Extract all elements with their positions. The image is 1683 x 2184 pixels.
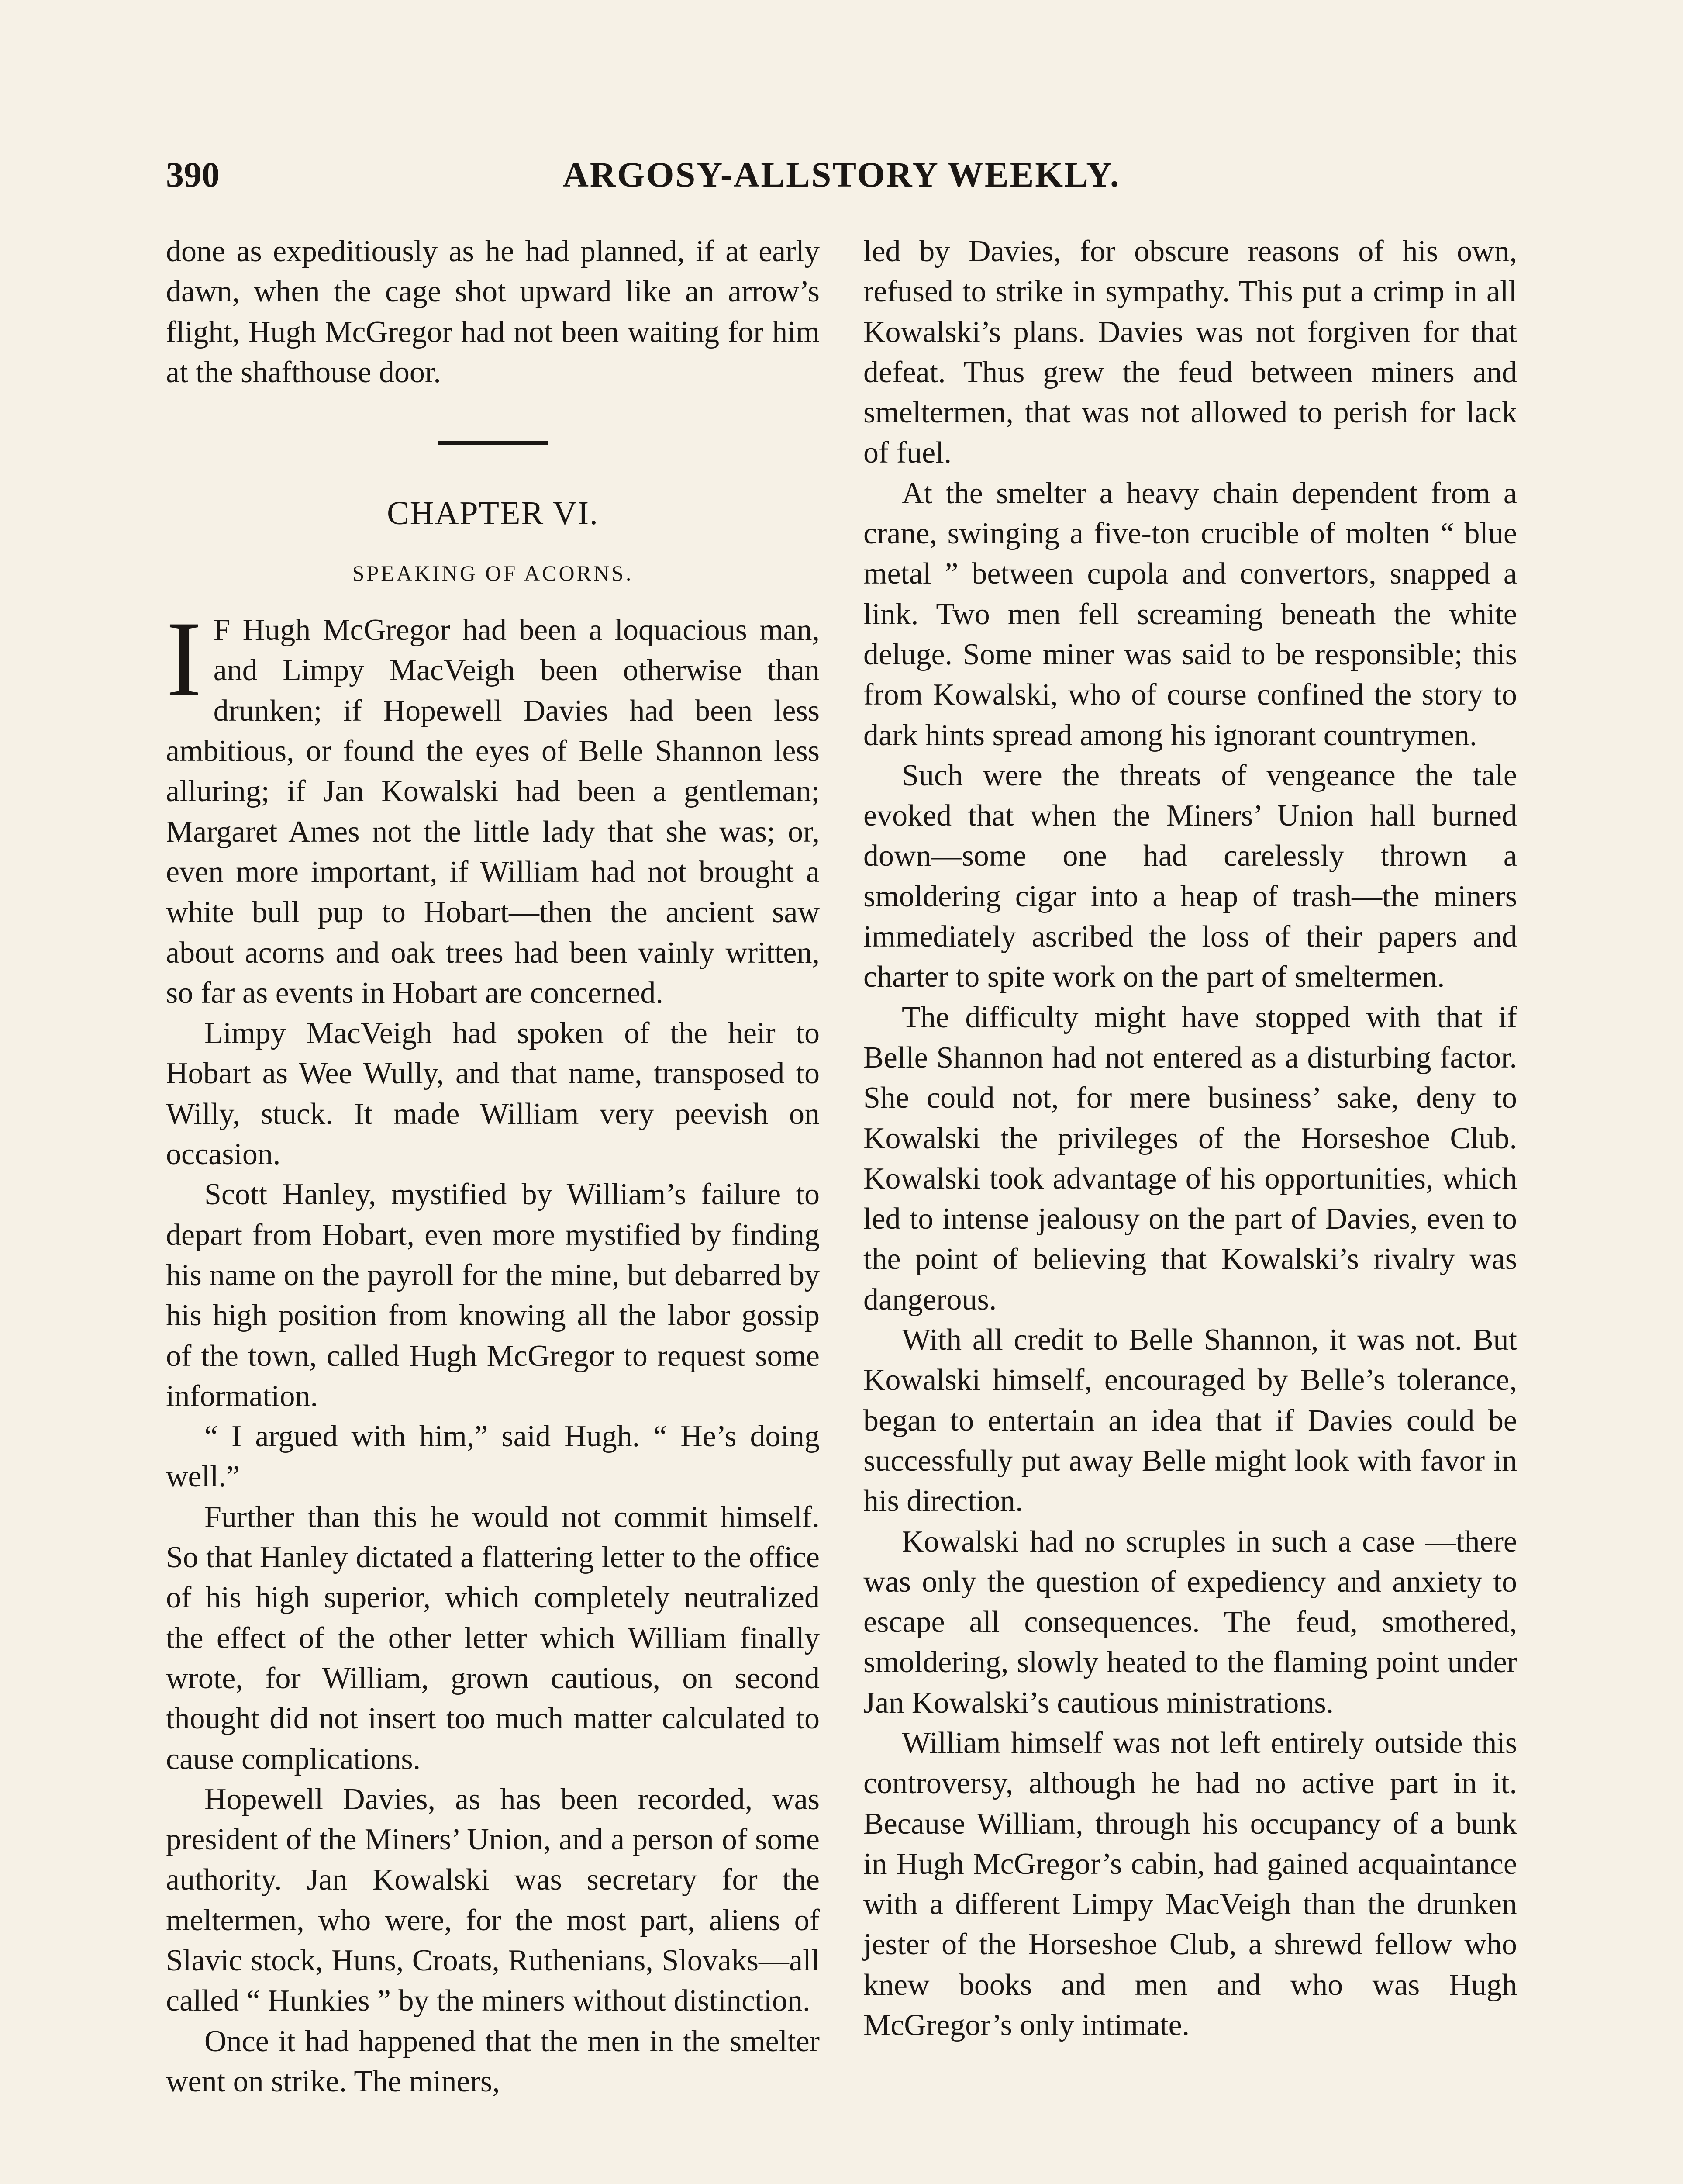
running-head: ARGOSY-ALLSTORY WEEKLY. (562, 155, 1121, 194)
chapter-opening-paragraph (166, 599, 820, 1013)
page-header (166, 151, 1517, 199)
paragraph: Scott Hanley, mystified by William’s failure to depart from Hobart, even more mystified by finding his name on the payroll for the mine, but debarred by his high position from knowing all the labor gossip of the town, called Hugh McGregor to request some information. (166, 1178, 820, 1413)
paragraph: Once it had happened that the men in the smelter went on strike. The miners, (166, 2024, 820, 2098)
paragraph: Further than this he would not commit himself. So that Hanley dictated a flattering letter to the office of his high superior, which completely neutralized the effect of the other letter which William finally wrote, for William, grown cautious, on second thought did not insert too much matter calculated to cause complications. (166, 1500, 820, 1776)
paragraph: With all credit to Belle Shannon, it was not. But Kowalski himself, encouraged by Belle’s tolerance, began to entertain an idea that if Davies could be successfully put away Belle might look with favor in his direction. (863, 1323, 1517, 1518)
paragraph: Limpy MacVeigh had spoken of the heir to Hobart as Wee Wully, and that name, transposed to Willy, stuck. It made William very peevish on occasion. (166, 1016, 820, 1171)
paragraph: William himself was not left entirely outside this controversy, although he had no active part in it. Because William, through his occupancy of a bunk in Hugh McGregor’s cabin, had gained acquaintance with a different Limpy MacVeigh than the drunken jester of the Horseshoe Club, a shrewd fellow who knew books and men and who was Hugh McGregor’s only intimate. (863, 1726, 1517, 2042)
chapter-opening-text: F Hugh McGregor had been a loquacious man, and Limpy MacVeigh been otherwise than drunken; if Hopewell Davies had been less ambitious, or found the eyes of Belle Shannon less alluring; if Jan Kowalski had been a gentleman; Margaret Ames not the little lady that she was; or, even more important, if William had not brought a white bull pup to Hobart—then the ancient saw about acorns and oak trees had been vainly written, so far as events in Hobart are concerned. (166, 613, 820, 1010)
paragraph: The difficulty might have stopped with that if Belle Shannon had not entered as a disturbing factor. She could not, for mere business’ sake, deny to Kowalski the privileges of the Horseshoe Club. Kowalski took advantage of his opportunities, which led to intense jealousy on the part of Davies, even to the point of believing that Kowalski’s rivalry was dangerous. (863, 1000, 1517, 1317)
paragraph: Hopewell Davies, as has been recorded, was president of the Miners’ Union, and a person of some authority. Jan Kowalski was secretary for the meltermen, who were, for the most part, aliens of Slavic stock, Huns, Croats, Ruthenians, Slovaks—all called “ Hunkies ” by the miners without distinction. (166, 1782, 820, 2018)
chapter-subtitle: SPEAKING OF ACORNS. (352, 561, 634, 586)
article-body (166, 232, 1517, 2184)
chapter-heading: CHAPTER VI. (386, 495, 599, 532)
paragraph: At the smelter a heavy chain dependent from a crane, swinging a five-ton crucible of molten “ blue metal ” between cupola and convertors, snapped a link. Two men fell screaming beneath the white deluge. Some miner was said to be responsible; this from Kowalski, who of course confined the story to dark hints spread among his ignorant countrymen. (863, 476, 1517, 752)
drop-cap: I (166, 599, 202, 719)
paragraph: “ I argued with him,” said Hugh. “ He’s doing well.” (166, 1420, 820, 1494)
page-number: 390 (166, 155, 220, 194)
paragraph: Kowalski had no scruples in such a case —there was only the question of expediency and anxiety to escape all consequences. The feud, smothered, smoldering, slowly heated to the flaming point under Jan Kowalski’s cautious ministrations. (863, 1524, 1517, 1720)
right-column (863, 232, 1517, 2184)
paragraph: led by Davies, for obscure reasons of his own, refused to strike in sympathy. This put a crimp in all Kowalski’s plans. Davies was not forgiven for that defeat. Thus grew the feud between miners and smeltermen, that was not allowed to perish for lack of fuel. (863, 235, 1517, 470)
section-divider (438, 441, 548, 445)
paragraph: Such were the threats of vengeance the tale evoked that when the Miners’ Union hall burned down—some one had carelessly thrown a smoldering cigar into a heap of trash—the miners immediately ascribed the loss of their papers and charter to spite work on the part of smeltermen. (863, 758, 1517, 994)
continued-paragraph: done as expeditiously as he had planned, if at early dawn, when the cage shot upward like an arrow’s flight, Hugh McGregor had not been waiting for him at the shafthouse door. (166, 235, 820, 389)
left-column (166, 232, 820, 2184)
